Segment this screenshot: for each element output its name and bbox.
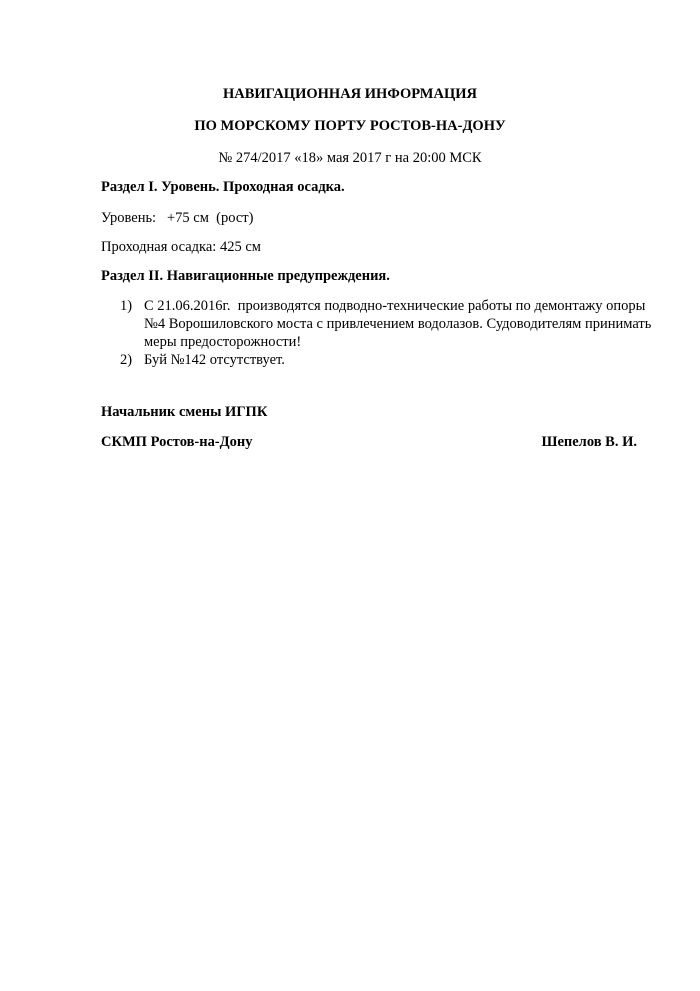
list-item-line: меры предосторожности! [144,334,302,350]
issue-number-date: № 274/2017 «18» мая 2017 г на 20:00 МСК [218,150,482,166]
list-item-number: 1) [120,298,133,314]
list-item-number: 2) [120,352,133,368]
section2-heading: Раздел II. Навигационные предупреждения. [101,268,390,284]
document-title-line2: ПО МОРСКОМУ ПОРТУ РОСТОВ-НА-ДОНУ [194,118,506,134]
signature-organization: СКМП Ростов-на-Дону [101,434,253,450]
section1-heading: Раздел I. Уровень. Проходная осадка. [101,179,345,195]
signature-name: Шепелов В. И. [541,434,637,450]
list-item-line: №4 Ворошиловского моста с привлечением водолазов. Судоводителям принимать [144,316,652,332]
list-item-line: С 21.06.2016г. производятся подводно-технические работы по демонтажу опоры [144,298,646,314]
list-item-line: Буй №142 отсутствует. [144,352,285,368]
water-level-line: Уровень: +75 см (рост) [101,210,254,226]
document-title-line1: НАВИГАЦИОННАЯ ИНФОРМАЦИЯ [222,86,477,102]
passage-draft-line: Проходная осадка: 425 см [101,239,261,255]
signature-position: Начальник смены ИГПК [101,404,268,420]
